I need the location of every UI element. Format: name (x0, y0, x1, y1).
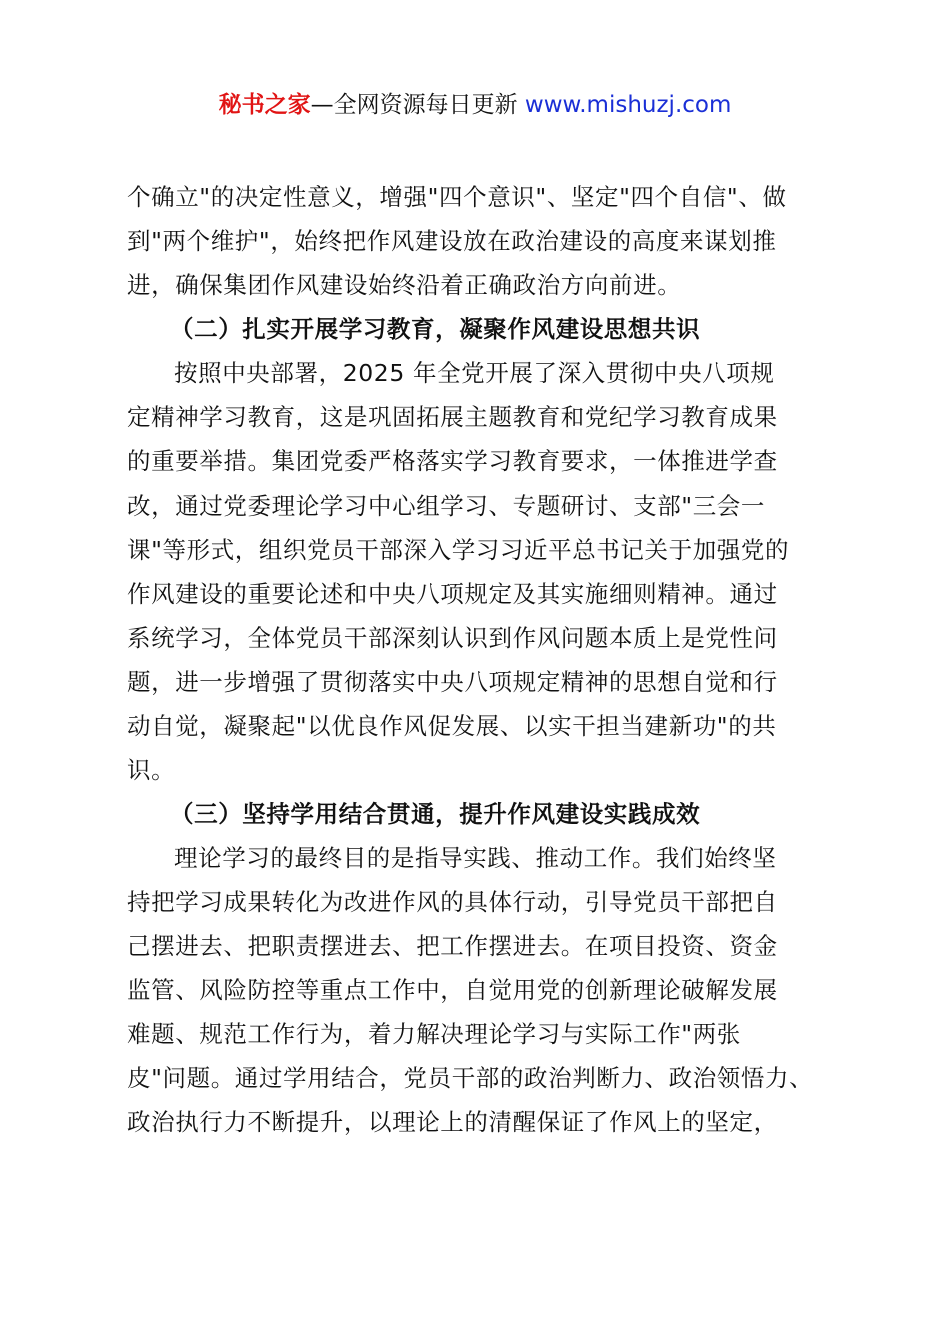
body-text-line: 课"等形式，组织党员干部深入学习习近平总书记关于加强党的 (127, 536, 790, 564)
section-heading-3: （三）坚持学用结合贯通，提升作风建设实践成效 (170, 800, 701, 828)
body-text-line: 作风建设的重要论述和中央八项规定及其实施细则精神。通过 (127, 580, 778, 608)
body-text-line: 个确立"的决定性意义，增强"四个意识"、坚定"四个自信"、做 (127, 183, 787, 211)
body-text-line: 的重要举措。集团党委严格落实学习教育要求，一体推进学查 (127, 447, 778, 475)
body-text-line: 动自觉，凝聚起"以优良作风促发展、以实干担当建新功"的共 (127, 712, 777, 740)
body-text-line: 进，确保集团作风建设始终沿着正确政治方向前进。 (127, 271, 682, 299)
body-text-line: 难题、规范工作行为，着力解决理论学习与实际工作"两张 (127, 1020, 741, 1048)
site-url: www.mishuzj.com (524, 92, 732, 118)
site-header (0, 88, 950, 122)
body-text-line: 皮"问题。通过学用结合，党员干部的政治判断力、政治领悟力、 (127, 1064, 814, 1092)
paragraph-first-line: 理论学习的最终目的是指导实践、推动工作。我们始终坚 (174, 844, 777, 872)
body-text-line: 监管、风险防控等重点工作中，自觉用党的创新理论破解发展 (127, 976, 778, 1004)
section-heading-2: （二）扎实开展学习教育，凝聚作风建设思想共识 (170, 315, 701, 343)
body-text-line: 改，通过党委理论学习中心组学习、专题研讨、支部"三会一 (127, 492, 766, 520)
body-text-line: 识。 (127, 756, 176, 784)
body-text-line: 系统学习，全体党员干部深刻认识到作风问题本质上是党性问 (127, 624, 778, 652)
brand-name: 秘书之家 (218, 92, 311, 118)
header-tagline: —全网资源每日更新 (310, 92, 525, 118)
paragraph-first-line: 按照中央部署，2025 年全党开展了深入贯彻中央八项规 (174, 359, 775, 387)
body-text-line: 定精神学习教育，这是巩固拓展主题教育和党纪学习教育成果 (127, 403, 778, 431)
body-text-line: 持把学习成果转化为改进作风的具体行动，引导党员干部把自 (127, 888, 778, 916)
body-text-line: 题，进一步增强了贯彻落实中央八项规定精神的思想自觉和行 (127, 668, 778, 696)
body-text-line: 政治执行力不断提升，以理论上的清醒保证了作风上的坚定， (127, 1108, 778, 1136)
body-text-line: 己摆进去、把职责摆进去、把工作摆进去。在项目投资、资金 (127, 932, 778, 960)
body-text-line: 到"两个维护"，始终把作风建设放在政治建设的高度来谋划推 (127, 227, 777, 255)
